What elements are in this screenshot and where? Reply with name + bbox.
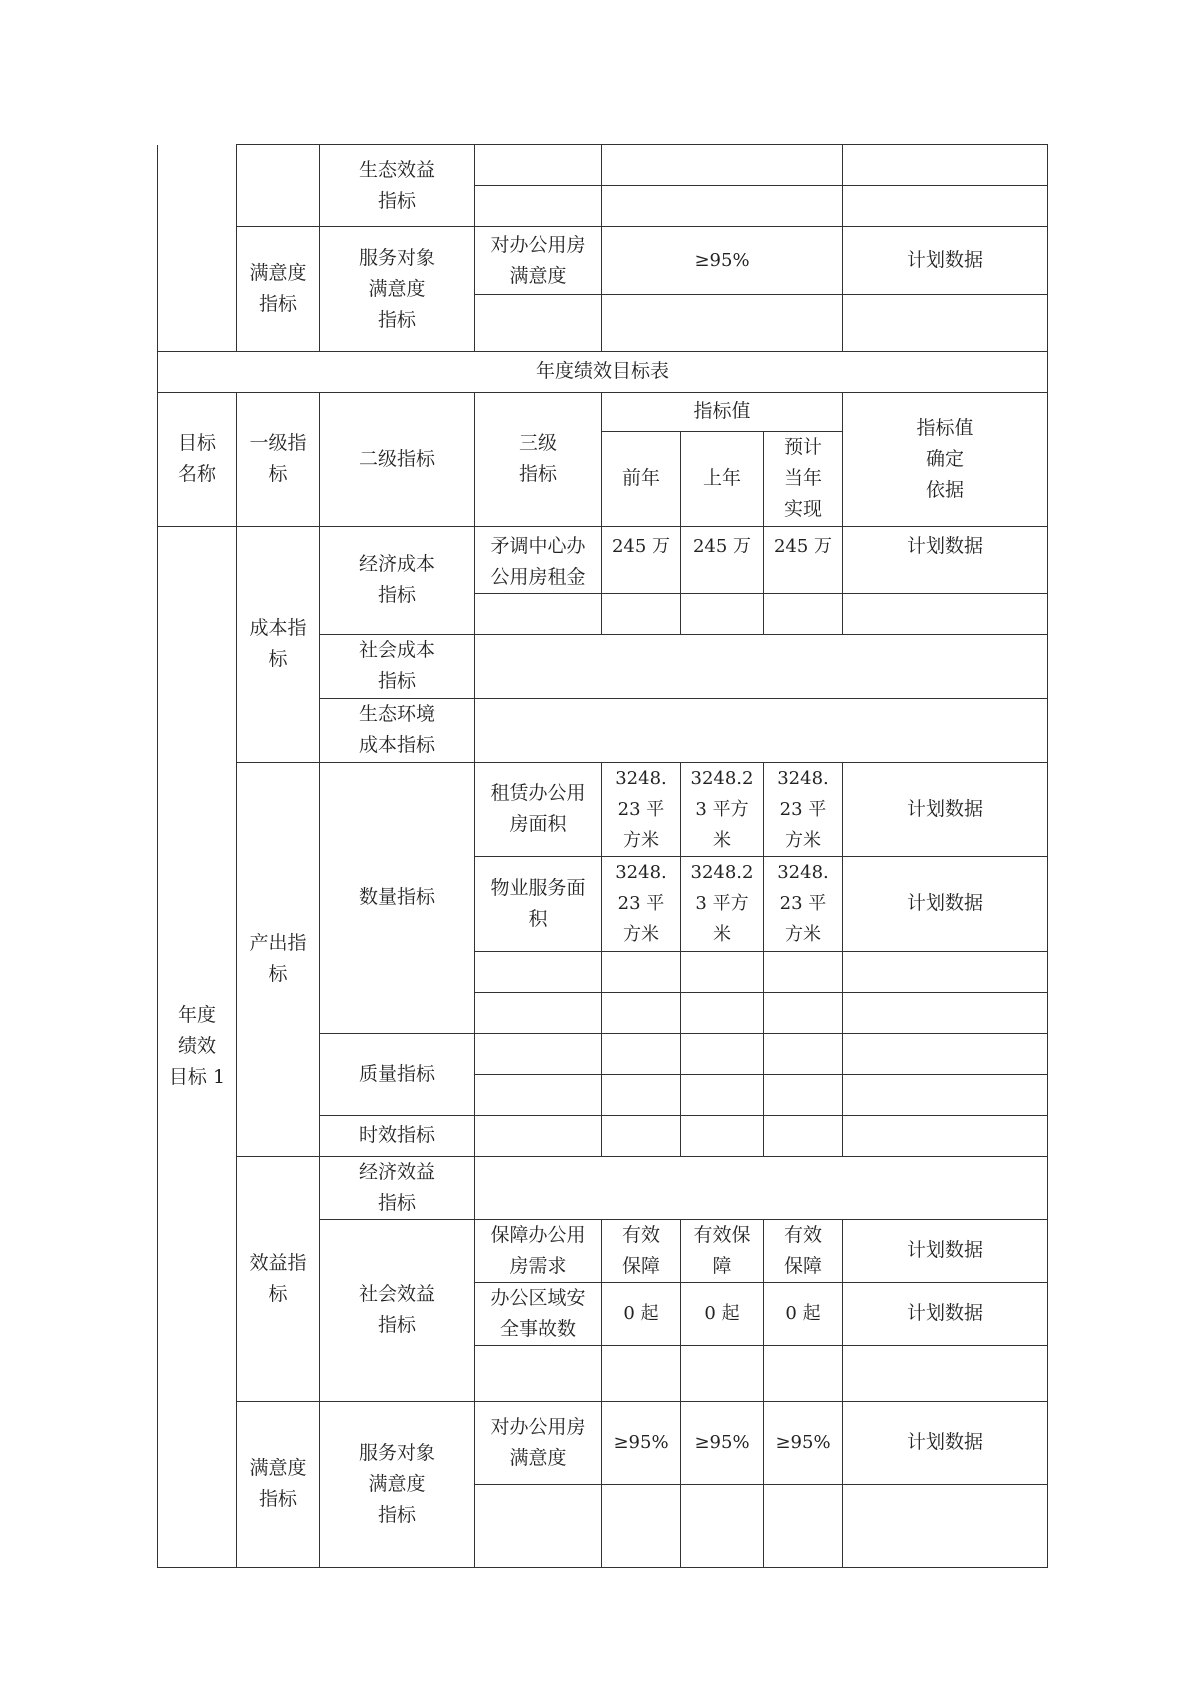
satisfaction-label: 满意度 指标 xyxy=(237,1401,320,1567)
lease-expected: 3248. 23 平 方米 xyxy=(764,762,843,856)
cell xyxy=(475,1074,602,1115)
cell xyxy=(475,186,602,227)
rent-prev: 245 万 xyxy=(602,526,681,593)
header-level1: 一级指 标 xyxy=(237,392,320,526)
header-prev-year: 前年 xyxy=(602,431,681,526)
quality-label: 质量指标 xyxy=(320,1033,475,1115)
econ-benefit-label: 经济效益 指标 xyxy=(320,1156,475,1219)
satisfaction-prev: ≥95% xyxy=(602,1401,681,1484)
cell xyxy=(681,992,764,1033)
cell xyxy=(764,1074,843,1115)
header-level3: 三级 指标 xyxy=(475,392,602,526)
cell xyxy=(843,992,1048,1033)
cell xyxy=(764,951,843,992)
goal-label: 年度 绩效 目标 1 xyxy=(158,526,237,1567)
cell xyxy=(475,951,602,992)
cell xyxy=(475,145,602,186)
cell xyxy=(475,1373,602,1401)
satisfaction-label-top: 满意度 指标 xyxy=(237,227,320,352)
satisfaction-expected: ≥95% xyxy=(764,1401,843,1484)
cell xyxy=(602,1484,681,1567)
cell xyxy=(681,1074,764,1115)
goal-name-cont-cell xyxy=(158,145,237,352)
continuation-table xyxy=(157,144,1048,352)
cell xyxy=(475,1156,1048,1219)
cell xyxy=(475,1033,602,1074)
cell xyxy=(681,1484,764,1567)
guarantee-basis: 计划数据 xyxy=(843,1219,1048,1282)
property-item: 物业服务面 积 xyxy=(475,856,602,951)
cell xyxy=(843,951,1048,992)
cell xyxy=(764,1345,843,1373)
cell xyxy=(475,1345,602,1373)
property-basis: 计划数据 xyxy=(843,856,1048,951)
social-benefit-label: 社会效益 指标 xyxy=(320,1219,475,1401)
table-title: 年度绩效目标表 xyxy=(158,351,1048,392)
safety-expected: 0 起 xyxy=(764,1282,843,1345)
cell xyxy=(602,1033,681,1074)
satisfaction-item: 对办公用房 满意度 xyxy=(475,1401,602,1484)
satisfaction-value-top: ≥95% xyxy=(602,227,843,295)
cell xyxy=(843,1033,1048,1074)
lease-basis: 计划数据 xyxy=(843,762,1048,856)
cell xyxy=(602,1373,681,1401)
quantity-label: 数量指标 xyxy=(320,762,475,1033)
cell xyxy=(475,634,1048,698)
cell xyxy=(602,593,681,634)
property-prev: 3248. 23 平 方米 xyxy=(602,856,681,951)
safety-prev: 0 起 xyxy=(602,1282,681,1345)
cell xyxy=(475,992,602,1033)
cell xyxy=(681,951,764,992)
cell xyxy=(843,1345,1048,1373)
lease-last: 3248.2 3 平方 米 xyxy=(681,762,764,856)
guarantee-last: 有效保 障 xyxy=(681,1219,764,1282)
cell xyxy=(475,1484,602,1567)
lease-prev: 3248. 23 平 方米 xyxy=(602,762,681,856)
satisfaction-last: ≥95% xyxy=(681,1401,764,1484)
econ-cost-label: 经济成本 指标 xyxy=(320,526,475,634)
annual-goal-table xyxy=(157,351,1048,1568)
satisfaction-basis-top: 计划数据 xyxy=(843,227,1048,295)
rent-expected: 245 万 xyxy=(764,526,843,593)
timeliness-label: 时效指标 xyxy=(320,1115,475,1156)
cell xyxy=(843,1373,1048,1401)
cell xyxy=(843,295,1048,352)
benefit-label: 效益指 标 xyxy=(237,1156,320,1401)
safety-item: 办公区域安 全事故数 xyxy=(475,1282,602,1345)
cell xyxy=(602,1115,681,1156)
property-last: 3248.2 3 平方 米 xyxy=(681,856,764,951)
cell xyxy=(681,1033,764,1074)
cell xyxy=(602,1345,681,1373)
safety-basis: 计划数据 xyxy=(843,1282,1048,1345)
eco-cost-label: 生态环境 成本指标 xyxy=(320,698,475,762)
rent-basis: 计划数据 xyxy=(843,526,1048,593)
rent-item: 矛调中心办 公用房租金 xyxy=(475,526,602,593)
guarantee-prev: 有效 保障 xyxy=(602,1219,681,1282)
cell xyxy=(843,1074,1048,1115)
level1-cont-cell xyxy=(237,145,320,227)
eco-benefit-label: 生态效益 指标 xyxy=(320,145,475,227)
cell xyxy=(602,992,681,1033)
rent-last: 245 万 xyxy=(681,526,764,593)
satisfaction-basis: 计划数据 xyxy=(843,1401,1048,1484)
cell xyxy=(764,1115,843,1156)
lease-item: 租赁办公用 房面积 xyxy=(475,762,602,856)
cell xyxy=(843,1484,1048,1567)
satisfaction-item-top: 对办公用房 满意度 xyxy=(475,227,602,295)
cell xyxy=(681,1345,764,1373)
service-object-label-top: 服务对象 满意度 指标 xyxy=(320,227,475,352)
cell xyxy=(602,951,681,992)
header-index-value: 指标值 xyxy=(602,392,843,431)
cell xyxy=(681,1115,764,1156)
cell xyxy=(843,1115,1048,1156)
cell xyxy=(843,145,1048,186)
header-expected: 预计 当年 实现 xyxy=(764,431,843,526)
cell xyxy=(475,1115,602,1156)
cell xyxy=(843,593,1048,634)
cell xyxy=(681,1373,764,1401)
header-last-year: 上年 xyxy=(681,431,764,526)
header-goal-name: 目标 名称 xyxy=(158,392,237,526)
output-label: 产出指 标 xyxy=(237,762,320,1156)
cell xyxy=(475,698,1048,762)
cell xyxy=(764,1033,843,1074)
cell xyxy=(602,145,843,186)
header-level2: 二级指标 xyxy=(320,392,475,526)
social-cost-label: 社会成本 指标 xyxy=(320,634,475,698)
guarantee-expected: 有效 保障 xyxy=(764,1219,843,1282)
cell xyxy=(843,186,1048,227)
cell xyxy=(764,992,843,1033)
property-expected: 3248. 23 平 方米 xyxy=(764,856,843,951)
cell xyxy=(764,1484,843,1567)
cell xyxy=(764,593,843,634)
cell xyxy=(602,186,843,227)
cell xyxy=(602,1074,681,1115)
guarantee-item: 保障办公用 房需求 xyxy=(475,1219,602,1282)
cost-label: 成本指 标 xyxy=(237,526,320,762)
cell xyxy=(681,593,764,634)
header-basis: 指标值 确定 依据 xyxy=(843,392,1048,526)
cell xyxy=(475,295,602,352)
safety-last: 0 起 xyxy=(681,1282,764,1345)
cell xyxy=(475,593,602,634)
service-object-label: 服务对象 满意度 指标 xyxy=(320,1401,475,1567)
cell xyxy=(602,295,843,352)
cell xyxy=(764,1373,843,1401)
